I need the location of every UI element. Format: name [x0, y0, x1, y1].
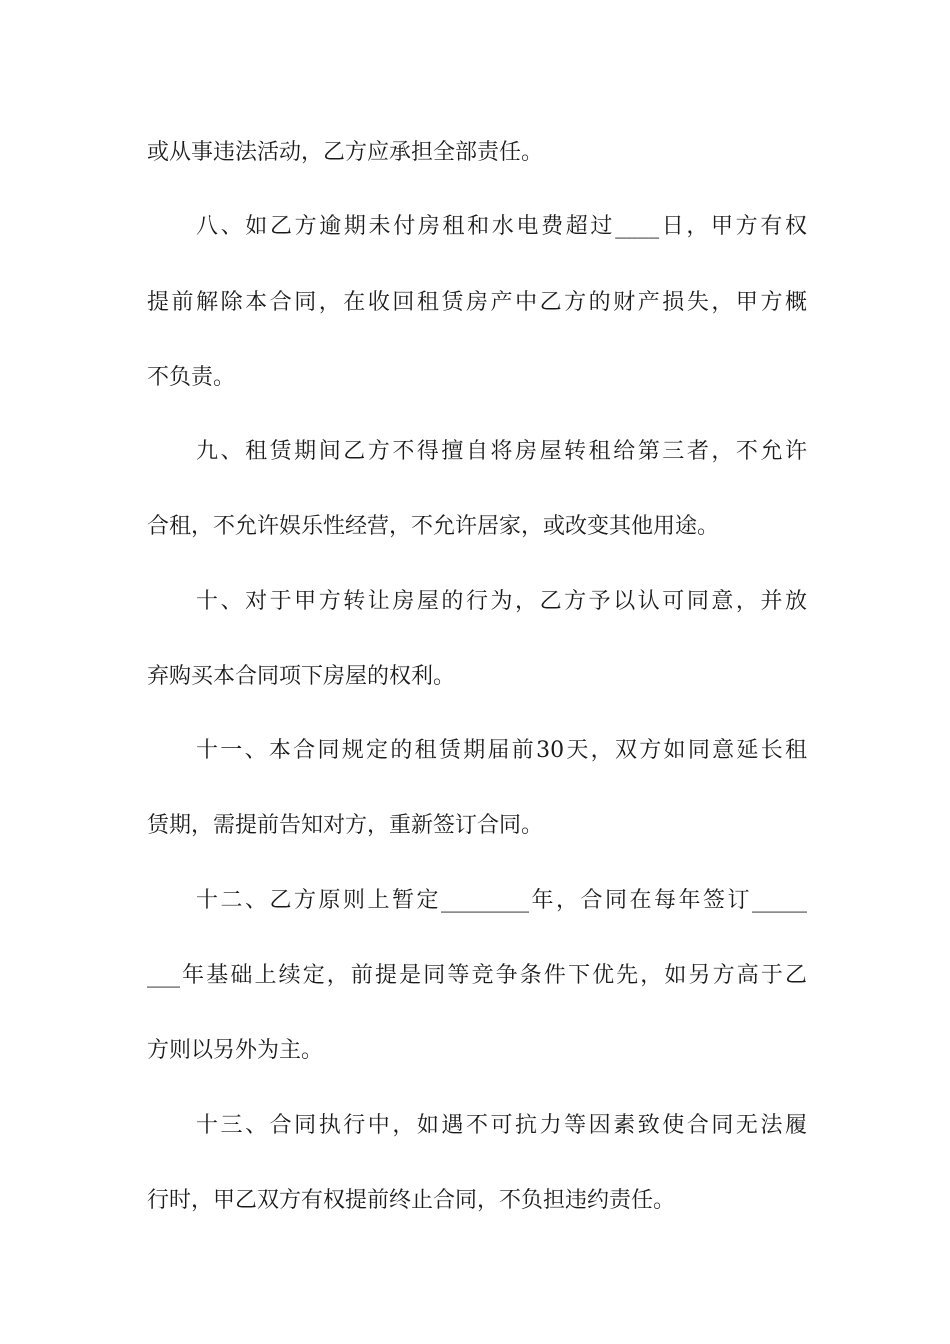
clause-8-line-2: 提前解除本合同，在收回租赁房产中乙方的财产损失，甲方概: [147, 290, 807, 315]
clause-8-line-3: 不负责。: [147, 365, 236, 390]
clause-9-line-2: 合租，不允许娱乐性经营，不允许居家，或改变其他用途。: [147, 514, 720, 539]
clause-8-line-1: 八、如乙方逾期未付房租和水电费超过____日，甲方有权: [196, 214, 807, 239]
clause-11-line-2: 赁期，需提前告知对方，重新签订合同。: [147, 813, 544, 838]
clause-10-line-1: 十、对于甲方转让房屋的行为，乙方予以认可同意，并放: [196, 589, 807, 614]
clause-11-line-1: 十一、本合同规定的租赁期届前30天，双方如同意延长租: [196, 738, 807, 763]
clause-12-line-3: 方则以另外为主。: [147, 1038, 324, 1063]
clause-9-line-1: 九、租赁期间乙方不得擅自将房屋转租给第三者，不允许: [196, 439, 807, 464]
clause-10-line-2: 弃购买本合同项下房屋的权利。: [147, 664, 456, 689]
text-line: 或从事违法活动，乙方应承担全部责任。: [147, 140, 544, 165]
clause-12-line-2: ___年基础上续定，前提是同等竞争条件下优先，如另方高于乙: [147, 963, 807, 988]
clause-12-line-1: 十二、乙方原则上暂定________年，合同在每年签订_____: [196, 888, 807, 913]
clause-13-line-2: 行时，甲乙双方有权提前终止合同，不负担违约责任。: [147, 1188, 676, 1213]
clause-13-line-1: 十三、合同执行中，如遇不可抗力等因素致使合同无法履: [196, 1113, 807, 1138]
